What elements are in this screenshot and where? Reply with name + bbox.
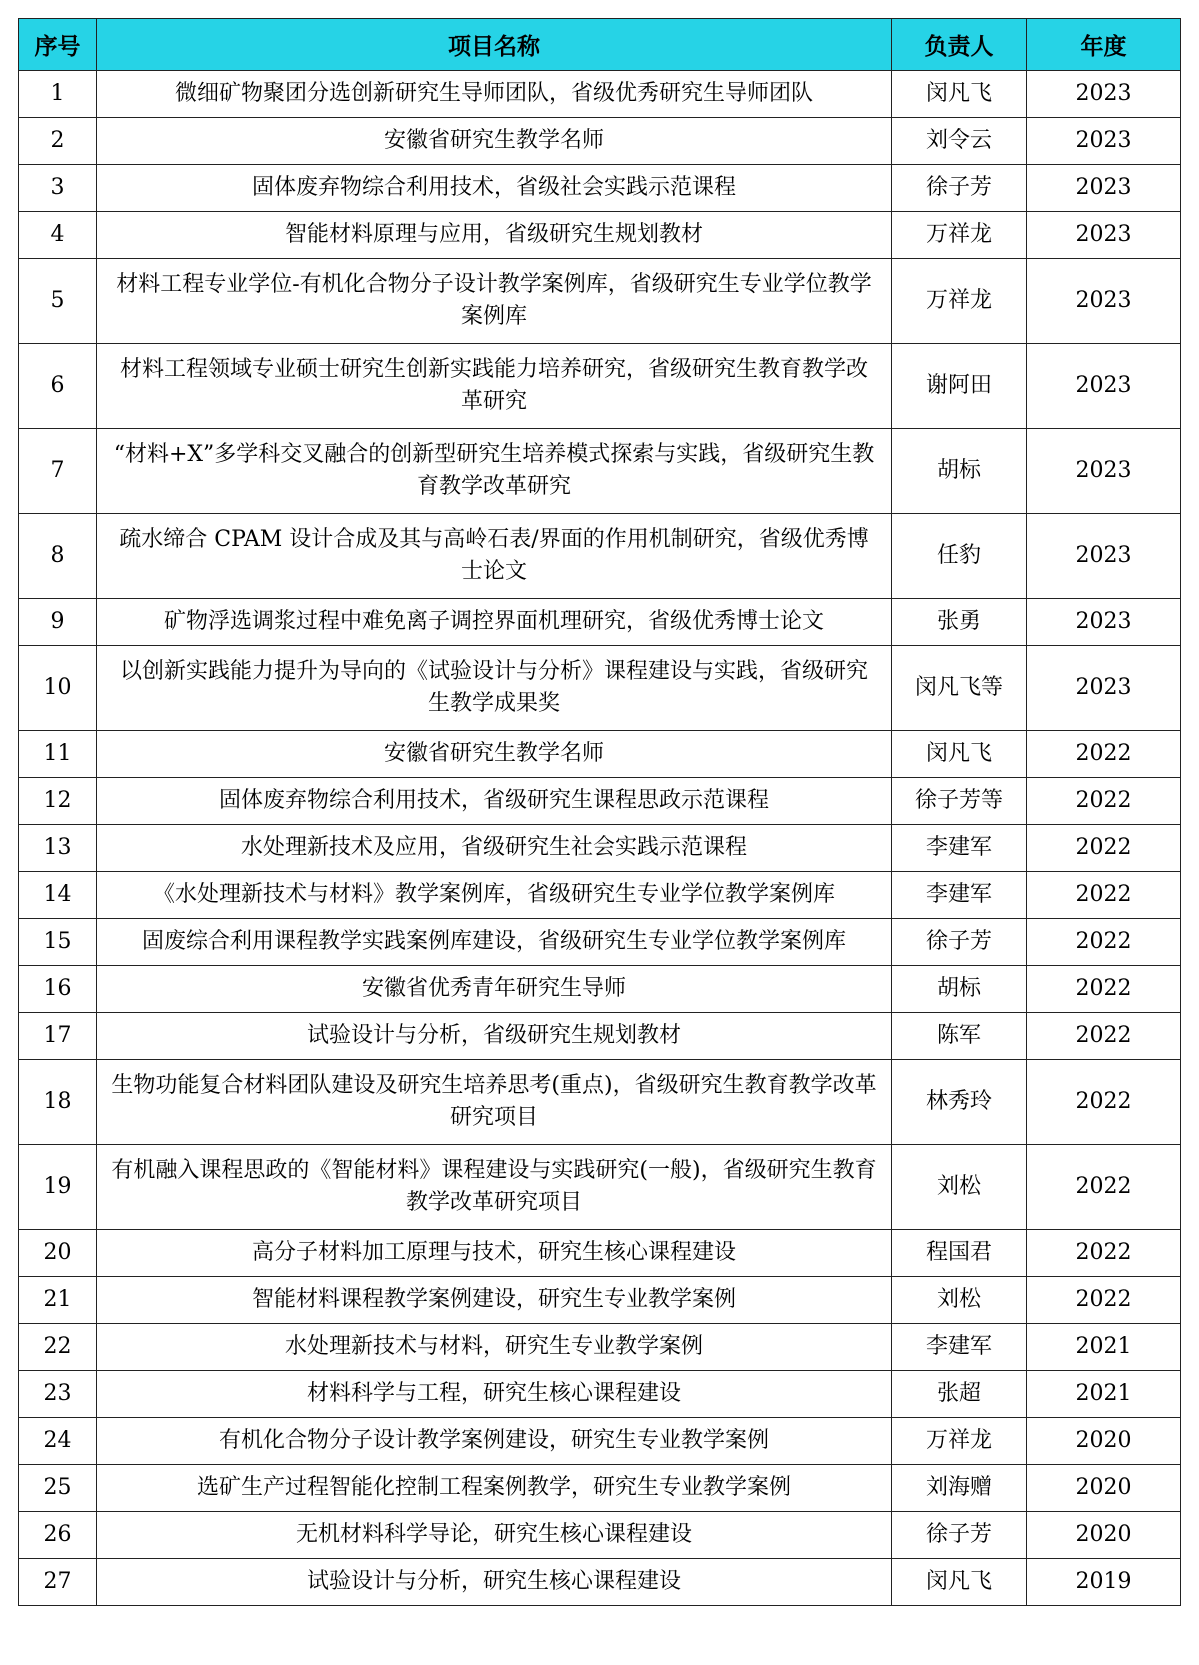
cell-project-name: 安徽省研究生教学名师 [97,731,892,778]
cell-index: 2 [19,118,97,165]
header-year: 年度 [1027,19,1181,71]
cell-leader: 闵凡飞 [892,731,1027,778]
cell-index: 16 [19,966,97,1013]
cell-project-name: 智能材料原理与应用，省级研究生规划教材 [97,212,892,259]
header-project-name: 项目名称 [97,19,892,71]
cell-project-name: 选矿生产过程智能化控制工程案例教学，研究生专业教学案例 [97,1465,892,1512]
table-header [19,19,1181,71]
cell-project-name: 水处理新技术及应用，省级研究生社会实践示范课程 [97,825,892,872]
cell-leader: 闵凡飞等 [892,646,1027,731]
cell-year: 2022 [1027,1013,1181,1060]
cell-year: 2023 [1027,259,1181,344]
cell-index: 8 [19,514,97,599]
cell-leader: 刘松 [892,1277,1027,1324]
cell-project-name: 试验设计与分析，省级研究生规划教材 [97,1013,892,1060]
cell-index: 7 [19,429,97,514]
cell-year: 2020 [1027,1465,1181,1512]
cell-index: 25 [19,1465,97,1512]
table-row [19,1277,1181,1324]
cell-index: 4 [19,212,97,259]
cell-index: 22 [19,1324,97,1371]
cell-year: 2022 [1027,919,1181,966]
cell-year: 2023 [1027,118,1181,165]
cell-project-name: 水处理新技术与材料，研究生专业教学案例 [97,1324,892,1371]
cell-leader: 胡标 [892,429,1027,514]
cell-index: 24 [19,1418,97,1465]
cell-index: 26 [19,1512,97,1559]
cell-year: 2022 [1027,825,1181,872]
cell-year: 2022 [1027,1060,1181,1145]
cell-leader: 任豹 [892,514,1027,599]
table-row [19,1559,1181,1606]
table-row [19,599,1181,646]
cell-year: 2022 [1027,1230,1181,1277]
cell-index: 13 [19,825,97,872]
table-row [19,646,1181,731]
cell-leader: 徐子芳 [892,1512,1027,1559]
cell-project-name: 智能材料课程教学案例建设，研究生专业教学案例 [97,1277,892,1324]
cell-leader: 闵凡飞 [892,71,1027,118]
cell-index: 18 [19,1060,97,1145]
cell-leader: 胡标 [892,966,1027,1013]
cell-project-name: 有机化合物分子设计教学案例建设，研究生专业教学案例 [97,1418,892,1465]
cell-index: 12 [19,778,97,825]
header-row [19,19,1181,71]
table-body [19,71,1181,1606]
cell-leader: 徐子芳等 [892,778,1027,825]
cell-year: 2020 [1027,1418,1181,1465]
table-row [19,966,1181,1013]
cell-year: 2023 [1027,646,1181,731]
cell-year: 2020 [1027,1512,1181,1559]
header-index: 序号 [19,19,97,71]
cell-index: 17 [19,1013,97,1060]
cell-leader: 万祥龙 [892,212,1027,259]
cell-year: 2023 [1027,514,1181,599]
table-row [19,1324,1181,1371]
cell-index: 11 [19,731,97,778]
cell-index: 9 [19,599,97,646]
projects-table [18,18,1181,1606]
cell-year: 2023 [1027,599,1181,646]
table-row [19,1060,1181,1145]
table-row [19,1230,1181,1277]
cell-index: 23 [19,1371,97,1418]
table-row [19,165,1181,212]
cell-leader: 程国君 [892,1230,1027,1277]
cell-project-name: 材料科学与工程，研究生核心课程建设 [97,1371,892,1418]
cell-project-name: 疏水缔合 CPAM 设计合成及其与高岭石表/界面的作用机制研究，省级优秀博士论文 [97,514,892,599]
cell-leader: 谢阿田 [892,344,1027,429]
cell-project-name: 生物功能复合材料团队建设及研究生培养思考(重点)，省级研究生教育教学改革研究项目 [97,1060,892,1145]
cell-year: 2023 [1027,429,1181,514]
cell-index: 3 [19,165,97,212]
cell-leader: 李建军 [892,825,1027,872]
cell-year: 2022 [1027,778,1181,825]
cell-project-name: 材料工程专业学位-有机化合物分子设计教学案例库，省级研究生专业学位教学案例库 [97,259,892,344]
cell-project-name: 固废综合利用课程教学实践案例库建设，省级研究生专业学位教学案例库 [97,919,892,966]
cell-project-name: 试验设计与分析，研究生核心课程建设 [97,1559,892,1606]
cell-project-name: 有机融入课程思政的《智能材料》课程建设与实践研究(一般)，省级研究生教育教学改革研究项目 [97,1145,892,1230]
cell-leader: 张超 [892,1371,1027,1418]
cell-leader: 林秀玲 [892,1060,1027,1145]
cell-leader: 陈军 [892,1013,1027,1060]
cell-project-name: 微细矿物聚团分选创新研究生导师团队，省级优秀研究生导师团队 [97,71,892,118]
table-row [19,778,1181,825]
table-row [19,118,1181,165]
cell-project-name: 以创新实践能力提升为导向的《试验设计与分析》课程建设与实践，省级研究生教学成果奖 [97,646,892,731]
cell-year: 2021 [1027,1371,1181,1418]
cell-year: 2022 [1027,872,1181,919]
cell-project-name: 安徽省优秀青年研究生导师 [97,966,892,1013]
table-row [19,872,1181,919]
table-row [19,212,1181,259]
cell-project-name: 固体废弃物综合利用技术，省级研究生课程思政示范课程 [97,778,892,825]
cell-index: 1 [19,71,97,118]
cell-index: 15 [19,919,97,966]
table-row [19,1371,1181,1418]
cell-leader: 李建军 [892,1324,1027,1371]
cell-year: 2022 [1027,966,1181,1013]
cell-project-name: 高分子材料加工原理与技术，研究生核心课程建设 [97,1230,892,1277]
cell-project-name: 矿物浮选调浆过程中难免离子调控界面机理研究，省级优秀博士论文 [97,599,892,646]
cell-project-name: 《水处理新技术与材料》教学案例库，省级研究生专业学位教学案例库 [97,872,892,919]
table-row [19,1465,1181,1512]
cell-index: 21 [19,1277,97,1324]
table-row [19,429,1181,514]
cell-index: 10 [19,646,97,731]
cell-year: 2022 [1027,1277,1181,1324]
cell-year: 2023 [1027,165,1181,212]
table-row [19,1418,1181,1465]
header-leader: 负责人 [892,19,1027,71]
table-row [19,344,1181,429]
table-row [19,825,1181,872]
cell-year: 2021 [1027,1324,1181,1371]
table-row [19,259,1181,344]
table-row [19,71,1181,118]
cell-leader: 刘令云 [892,118,1027,165]
cell-year: 2023 [1027,212,1181,259]
cell-leader: 万祥龙 [892,259,1027,344]
cell-index: 19 [19,1145,97,1230]
cell-project-name: 无机材料科学导论，研究生核心课程建设 [97,1512,892,1559]
cell-index: 6 [19,344,97,429]
cell-year: 2023 [1027,71,1181,118]
cell-index: 5 [19,259,97,344]
table-row [19,1512,1181,1559]
cell-index: 14 [19,872,97,919]
cell-leader: 李建军 [892,872,1027,919]
cell-year: 2022 [1027,731,1181,778]
cell-project-name: 安徽省研究生教学名师 [97,118,892,165]
cell-leader: 徐子芳 [892,165,1027,212]
cell-leader: 刘海赠 [892,1465,1027,1512]
cell-project-name: 材料工程领域专业硕士研究生创新实践能力培养研究，省级研究生教育教学改革研究 [97,344,892,429]
table-row [19,919,1181,966]
cell-leader: 徐子芳 [892,919,1027,966]
table-row [19,1145,1181,1230]
cell-leader: 刘松 [892,1145,1027,1230]
cell-year: 2023 [1027,344,1181,429]
cell-leader: 万祥龙 [892,1418,1027,1465]
cell-project-name: “材料+X”多学科交叉融合的创新型研究生培养模式探索与实践，省级研究生教育教学改革研究 [97,429,892,514]
table-row [19,731,1181,778]
cell-leader: 闵凡飞 [892,1559,1027,1606]
cell-leader: 张勇 [892,599,1027,646]
table-row [19,514,1181,599]
cell-project-name: 固体废弃物综合利用技术，省级社会实践示范课程 [97,165,892,212]
table-row [19,1013,1181,1060]
cell-index: 20 [19,1230,97,1277]
cell-year: 2022 [1027,1145,1181,1230]
cell-year: 2019 [1027,1559,1181,1606]
cell-index: 27 [19,1559,97,1606]
